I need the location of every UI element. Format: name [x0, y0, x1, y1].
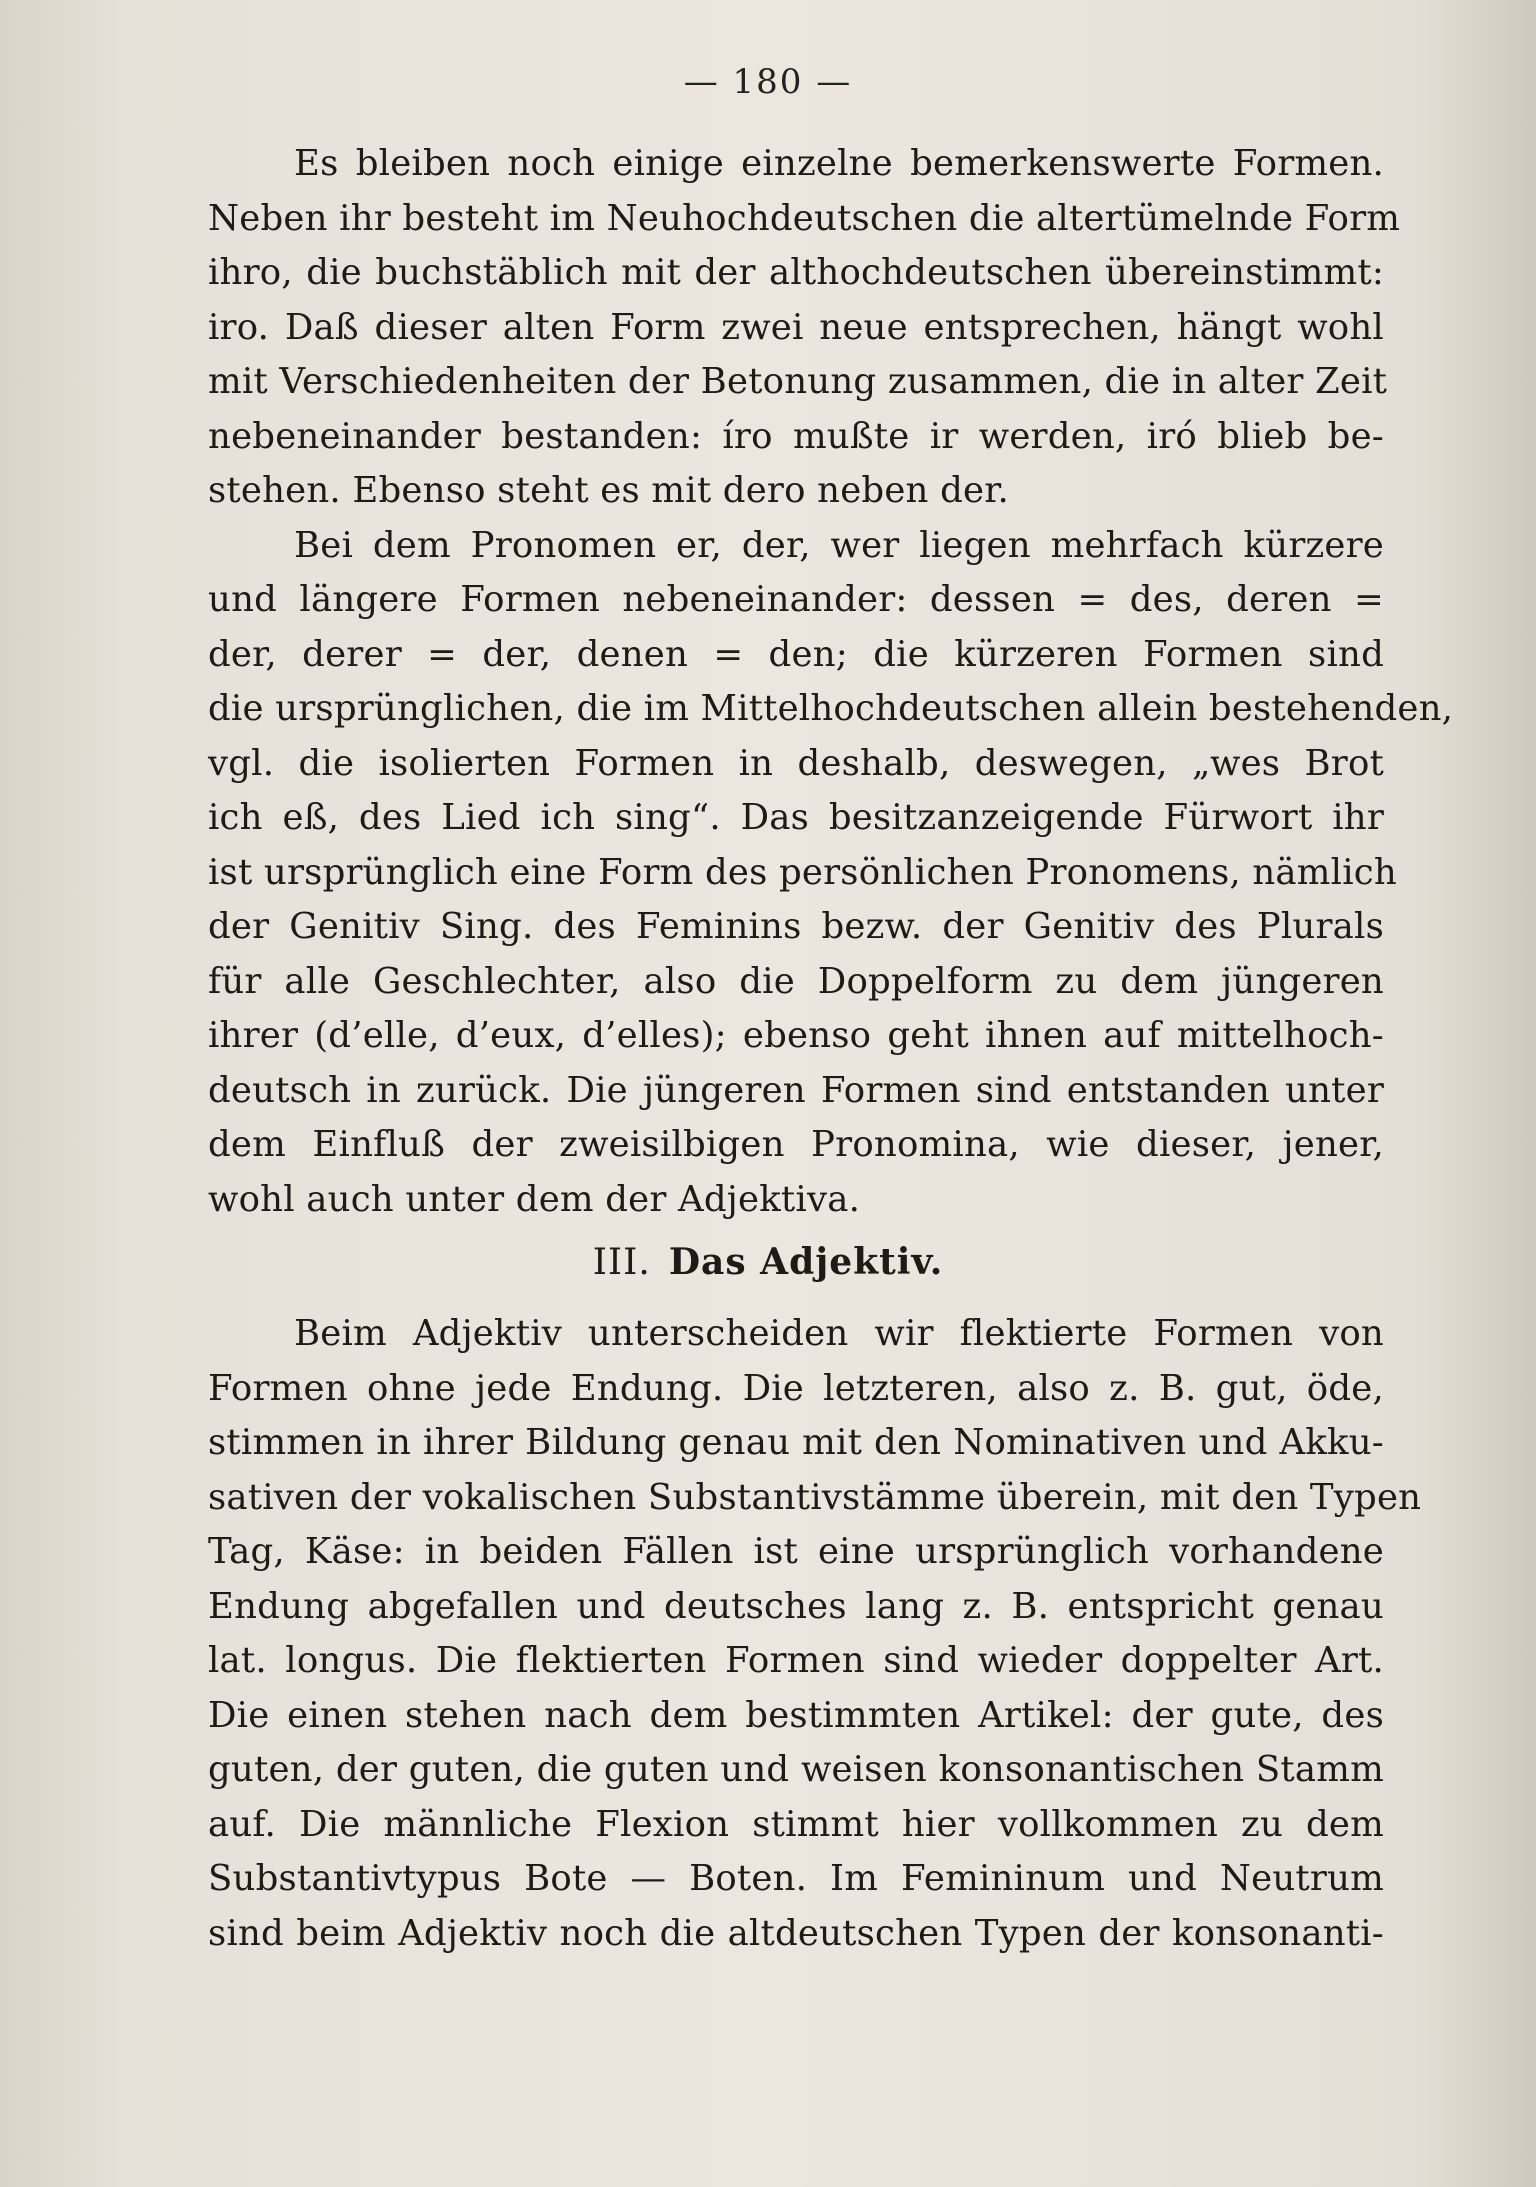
text-line: nebeneinander bestanden: íro mußte ir werden, iró blieb be- [208, 415, 1384, 457]
text-line: ist ursprünglich eine Form des persönlichen Pronomens, nämlich [208, 851, 1397, 893]
text-line: vgl. die isolierten Formen in deshalb, deswegen, „wes Brot [208, 742, 1384, 784]
text-block-bottom [208, 1307, 1422, 1961]
text-line: Substantivtypus Bote — Boten. Im Femininum und Neutrum [208, 1858, 1384, 1899]
text-line: die ursprünglichen, die im Mittelhochdeutschen allein bestehenden, [208, 688, 1454, 729]
text-line: guten, der guten, die guten und weisen konsonantischen Stamm [208, 1749, 1384, 1790]
text-block-top [208, 137, 1454, 1227]
text-line: Beim Adjektiv unterscheiden wir flektierte Formen von [294, 1313, 1384, 1354]
text-line: iro. Daß dieser alten Form zwei neue entsprechen, hängt wohl [208, 306, 1384, 348]
text-line: der, derer = der, denen = den; die kürzeren Formen sind [208, 633, 1384, 675]
text-line: stehen. Ebenso steht es mit dero neben der. [208, 470, 1009, 511]
section-title: Das Adjektiv. [668, 1241, 944, 1283]
section-heading [0, 1241, 1536, 1283]
text-line: Neben ihr besteht im Neuhochdeutschen die altertümelnde Form [208, 197, 1401, 239]
text-line: ich eß, des Lied ich sing“. Das besitzanzeigende Fürwort ihr [208, 797, 1384, 838]
text-line: dem Einfluß der zweisilbigen Pronomina, wie dieser, jener, [208, 1124, 1384, 1165]
text-line: deutsch in zurück. Die jüngeren Formen sind entstanden unter [208, 1069, 1384, 1111]
text-line: ihrer (d’elle, d’eux, d’elles); ebenso geht ihnen auf mittelhoch- [208, 1015, 1384, 1056]
text-line: lat. longus. Die flektierten Formen sind wieder doppelter Art. [208, 1640, 1384, 1681]
paragraph [208, 1307, 1422, 1961]
text-line: sativen der vokalischen Substantivstämme überein, mit den Typen [208, 1476, 1422, 1518]
text-line: auf. Die männliche Flexion stimmt hier vollkommen zu dem [208, 1803, 1384, 1845]
text-line: mit Verschiedenheiten der Betonung zusammen, die in alter Zeit [208, 361, 1388, 402]
text-line: sind beim Adjektiv noch die altdeutschen Typen der konsonanti- [208, 1912, 1384, 1954]
text-line: für alle Geschlechter, also die Doppelform zu dem jüngeren [208, 960, 1384, 1002]
paragraph [208, 519, 1454, 1228]
text-line: Bei dem Pronomen er, der, wer liegen mehrfach kürzere [294, 524, 1384, 566]
paragraph [208, 137, 1401, 519]
section-numeral: III. [592, 1242, 651, 1283]
text-line: Formen ohne jede Endung. Die letzteren, also z. B. gut, öde, [208, 1367, 1384, 1409]
text-line: ihro, die buchstäblich mit der althochdeutschen übereinstimmt: [208, 252, 1384, 293]
text-line: und längere Formen nebeneinander: dessen = des, deren = [208, 579, 1384, 620]
text-line: Die einen stehen nach dem bestimmten Artikel: der gute, des [208, 1694, 1384, 1736]
text-line: der Genitiv Sing. des Feminins bezw. der Genitiv des Plurals [208, 906, 1384, 947]
text-line: Es bleiben noch einige einzelne bemerkenswerte Formen. [294, 143, 1384, 184]
text-line: Endung abgefallen und deutsches lang z. B. entspricht genau [208, 1585, 1384, 1627]
page-number: — 180 — [683, 62, 853, 102]
text-line: Tag, Käse: in beiden Fällen ist eine ursprünglich vorhandene [208, 1531, 1384, 1572]
text-line: wohl auch unter dem der Adjektiva. [208, 1178, 861, 1220]
text-line: stimmen in ihrer Bildung genau mit den Nominativen und Akku- [208, 1422, 1384, 1463]
